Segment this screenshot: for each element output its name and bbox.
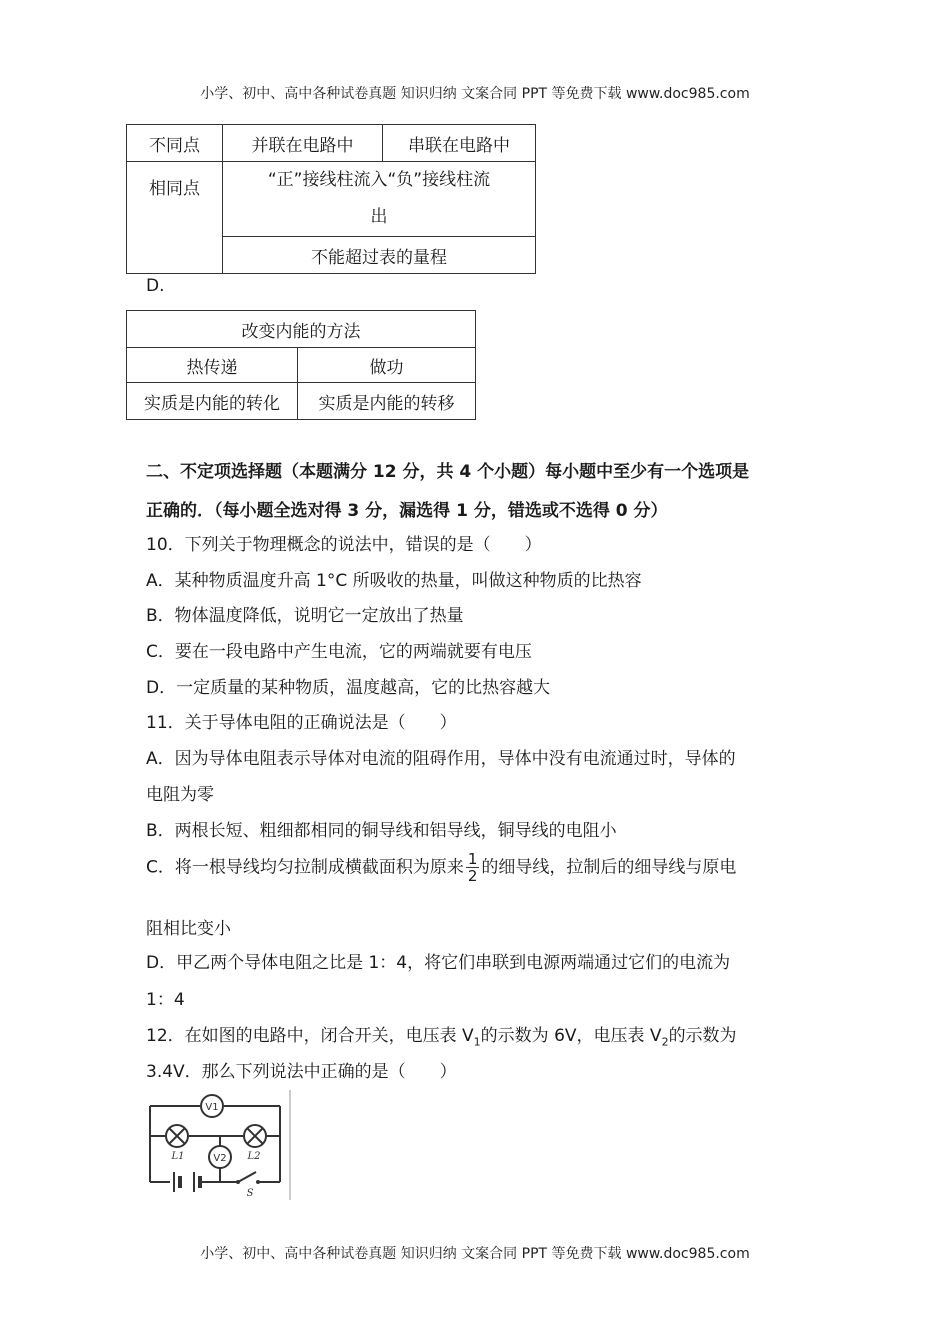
- same-a-line1: “正”接线柱流入“负”接线柱流: [267, 170, 491, 190]
- q11-c-post: 的细导线，拉制后的细导线与原电: [481, 857, 737, 878]
- fraction-half: [466, 851, 480, 884]
- section2-heading-line2: 正确的．（每小题全选对得 3 分，漏选得 1 分，错选或不选得 0 分）: [146, 501, 668, 521]
- diff-b: 串联在电路中: [383, 125, 536, 162]
- page-header: 小学、初中、高中各种试卷真题 知识归纳 文案合同 PPT 等免费下载 www.doc985.com: [200, 86, 750, 102]
- switch-pivot: [236, 1180, 240, 1184]
- q10-option-d: D．一定质量的某种物质，温度越高，它的比热容越大: [146, 678, 551, 698]
- q12-stem-line2: 3.4V．那么下列说法中正确的是（ ）: [146, 1062, 457, 1082]
- q10-option-b: B．物体温度降低，说明它一定放出了热量: [146, 606, 464, 626]
- option-d-label: D.: [146, 276, 165, 296]
- table2-col2: 做功: [298, 348, 476, 383]
- s-label: S: [246, 1188, 254, 1199]
- table2-col1: 热传递: [127, 348, 298, 383]
- l1-label: L1: [171, 1151, 185, 1162]
- q11-c-pre: C．将一根导线均匀拉制成横截面积为原来: [146, 857, 464, 878]
- q11-option-d-line2: 1：4: [146, 990, 185, 1010]
- q12-text-a: 12．在如图的电路中，闭合开关，电压表 V: [146, 1026, 474, 1046]
- q10-stem: 10．下列关于物理概念的说法中，错误的是（ ）: [146, 535, 542, 555]
- q11-option-b: B．两根长短、粗细都相同的铜导线和铝导线，铜导线的电阻小: [146, 821, 617, 841]
- same-b: 不能超过表的量程: [223, 237, 536, 274]
- circuit-diagram: [140, 1090, 292, 1200]
- q12-sub1: 1: [473, 1035, 481, 1049]
- q12-stem-line1: [146, 1021, 737, 1048]
- q11-stem: 11．关于导体电阻的正确说法是（ ）: [146, 713, 457, 733]
- q11-option-d-line1: D．甲乙两个导体电阻之比是 1：4，将它们串联到电源两端通过它们的电流为: [146, 953, 731, 973]
- q10-option-a: A．某种物质温度升高 1°C 所吸收的热量，叫做这种物质的比热容: [146, 571, 642, 591]
- diff-label: 不同点: [127, 125, 223, 162]
- fraction-numerator: 1: [467, 850, 478, 868]
- diff-a: 并联在电路中: [223, 125, 383, 162]
- section2-heading-line1: 二、不定项选择题（本题满分 12 分，共 4 个小题）每小题中至少有一个选项是: [146, 462, 750, 482]
- same-label: 相同点: [127, 162, 223, 274]
- switch-s-lever: [238, 1172, 256, 1182]
- same-a: [223, 162, 536, 237]
- q12-text-b: 的示数为 6V，电压表 V: [480, 1026, 662, 1046]
- q11-option-a-line2: 电阻为零: [146, 785, 214, 805]
- ammeter-voltmeter-table: [126, 124, 536, 274]
- internal-energy-table: [126, 310, 476, 420]
- same-a-line2: 出: [370, 207, 388, 227]
- q12-text-c: 的示数为: [668, 1026, 737, 1046]
- q11-option-a-line1: A．因为导体电阻表示导体对电流的阻碍作用，导体中没有电流通过时，导体的: [146, 749, 736, 769]
- v1-label: V1: [205, 1102, 219, 1113]
- q10-option-c: C．要在一段电路中产生电流，它的两端就要有电压: [146, 642, 532, 662]
- q12-sub2: 2: [661, 1035, 669, 1049]
- table2-title: 改变内能的方法: [127, 311, 476, 348]
- q11-option-c-line1: [146, 851, 736, 884]
- fraction-denominator: 2: [467, 867, 478, 885]
- page-footer: 小学、初中、高中各种试卷真题 知识归纳 文案合同 PPT 等免费下载 www.doc985.com: [200, 1246, 750, 1262]
- switch-contact: [256, 1180, 260, 1184]
- table2-cell1: 实质是内能的转化: [127, 383, 298, 420]
- l2-label: L2: [247, 1151, 261, 1162]
- table2-cell2: 实质是内能的转移: [298, 383, 476, 420]
- v2-label: V2: [213, 1153, 227, 1164]
- q11-option-c-line2: 阻相比变小: [146, 919, 231, 939]
